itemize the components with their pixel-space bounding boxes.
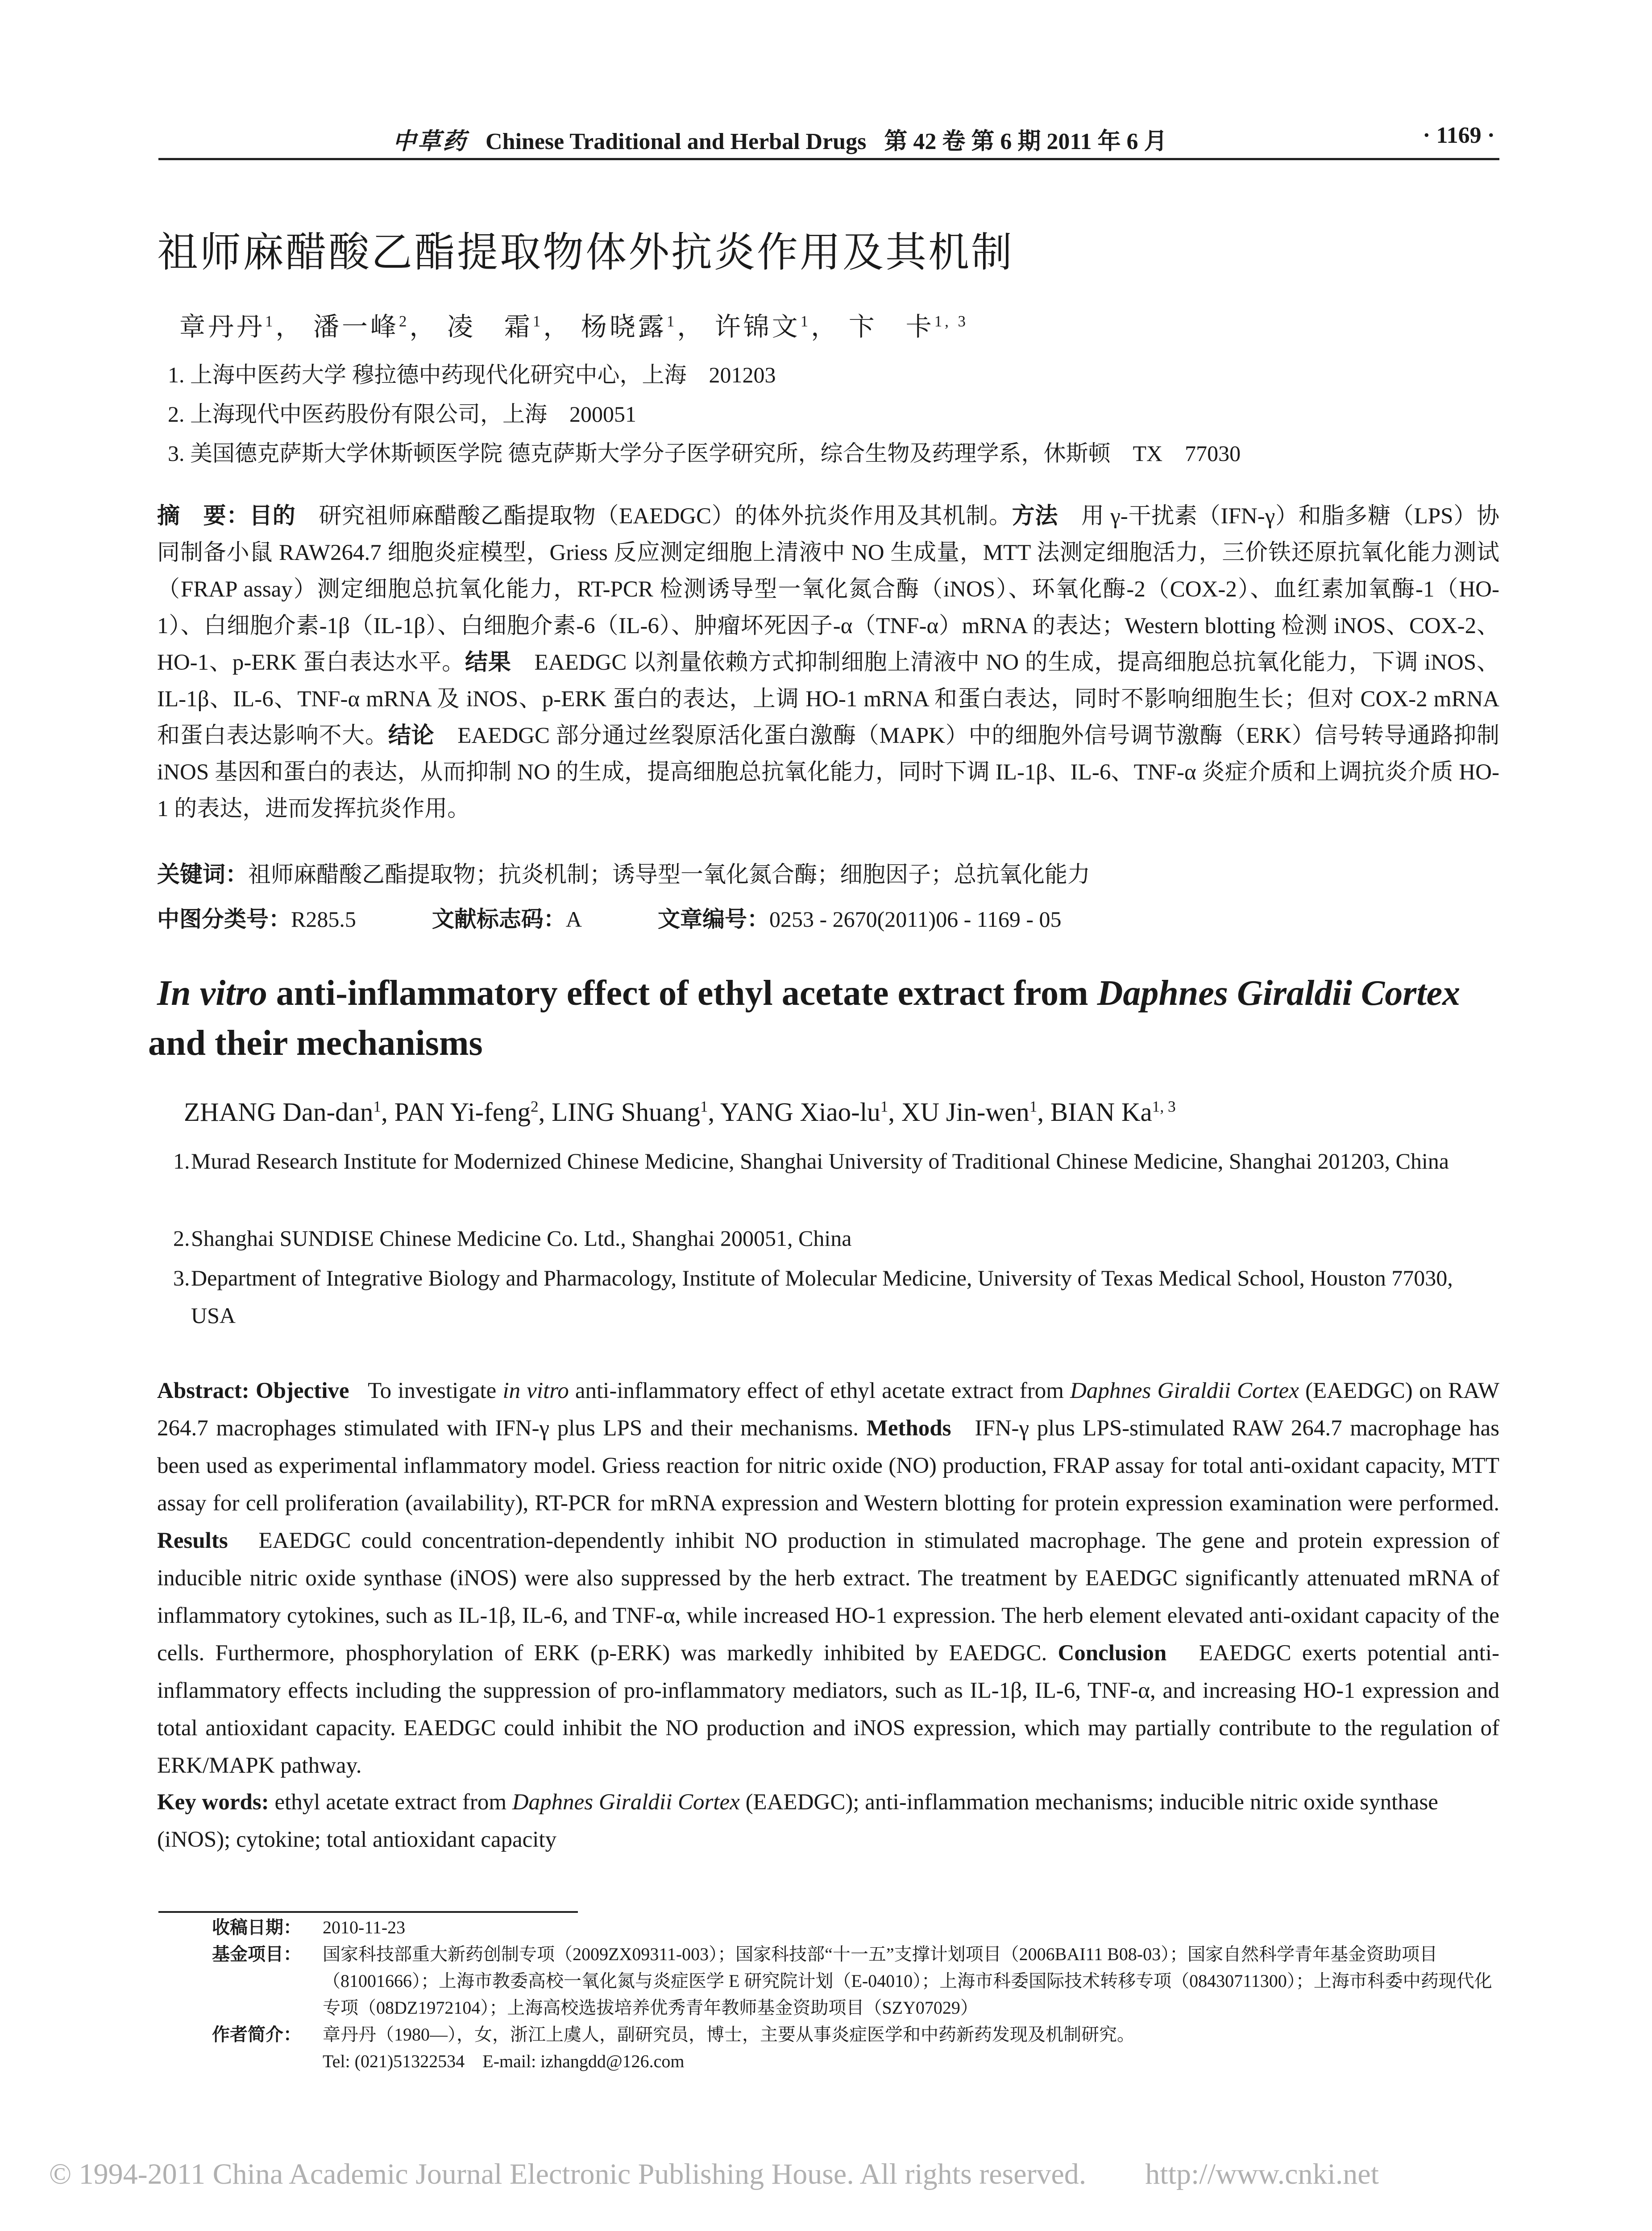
author-name: 潘一峰 bbox=[313, 312, 399, 341]
chinese-affiliation-2: 2. 上海现代中医药股份有限公司，上海 200051 bbox=[168, 402, 636, 427]
english-affiliation-1 bbox=[173, 1142, 1498, 1180]
chinese-authors: 章丹丹$^1$， 潘一峰$^2$， 凌 霜$^1$， 杨晓露$^1$， 许锦文$^1$， 卞 卡$^{1, 3}$ bbox=[179, 312, 968, 341]
affiliation-number: 2. bbox=[173, 1226, 190, 1251]
footnote-received bbox=[212, 1914, 1502, 1941]
objective-label: Objective bbox=[255, 1378, 349, 1403]
title-italic-in-vitro: In vitro bbox=[157, 974, 267, 1013]
footnote-text: 章丹丹（1980—），女，浙江上虞人，副研究员，博士，主要从事炎症医学和中药新药发现及机制研究。 bbox=[323, 2024, 1135, 2044]
keywords-label: Key words: bbox=[157, 1790, 269, 1815]
doc-code-label: 文献标志码： bbox=[432, 906, 566, 932]
footnote-label: 基金项目： bbox=[212, 1944, 301, 1965]
methods-text: IFN-γ plus LPS-stimulated RAW 264.7 macrophage has been used as experimental inflammatory model. Griess reaction for nitric oxide (NO) production, FRAP assay for total anti-oxidant capacity, MTT assay for cell proliferation (availability), RT-PCR for mRNA expression and Western blotting for protein expression examination were performed. bbox=[157, 1416, 1500, 1516]
objective-text: 研究祖师麻醋酸乙酯提取物（EAEDGC）的体外抗炎作用及其机制。 bbox=[319, 504, 1012, 529]
journal-name-cn: 中草药 bbox=[393, 129, 468, 154]
footnote-contact bbox=[212, 2048, 1502, 2075]
author-affil-mark: 2 bbox=[398, 312, 410, 330]
author-name: 凌 霜 bbox=[447, 312, 533, 341]
abstract-label: 摘 要： bbox=[157, 503, 250, 529]
footnotes bbox=[212, 1914, 1502, 2075]
affiliation-number: 3. bbox=[173, 1265, 190, 1290]
affiliation-text: Murad Research Institute for Modernized Chinese Medicine, Shanghai University of Traditional Chinese Medicine, Shanghai 201203, China bbox=[191, 1149, 1449, 1174]
author-affil-mark: 1 bbox=[800, 312, 811, 330]
results-label: 结果 bbox=[465, 649, 511, 676]
results-text: EAEDGC 以剂量依赖方式抑制细胞上清液中 NO 的生成，提高细胞总抗氧化能力，下调 iNOS、IL-1β、IL-6、TNF-α mRNA 及 iNOS、p-ERK 蛋白的表达，上调 HO-1 mRNA 和蛋白表达，同时不影响细胞生长；但对 COX-2 mRNA 和蛋白表达影响不大。 bbox=[157, 650, 1499, 748]
article-no-label: 文章编号： bbox=[657, 906, 769, 932]
author-affil-mark: 1, 3 bbox=[1152, 1097, 1176, 1116]
objective-text: To investigate bbox=[368, 1378, 503, 1403]
author-name: 许锦文 bbox=[714, 312, 801, 341]
author-affil-mark: 1 bbox=[1029, 1097, 1038, 1116]
author-name: 杨晓露 bbox=[581, 312, 667, 341]
author-affil-mark: 2 bbox=[530, 1097, 539, 1116]
author-affil-mark: 1 bbox=[666, 312, 677, 330]
keywords-text: 祖师麻醋酸乙酯提取物；抗炎机制；诱导型一氧化氮合酶；细胞因子；总抗氧化能力 bbox=[248, 863, 1091, 887]
english-affiliation-3 bbox=[173, 1259, 1498, 1334]
title-part: anti-inflammatory effect of ethyl acetate extract from bbox=[267, 974, 1097, 1013]
results-text: EAEDGC could concentration-dependently inhibit NO production in stimulated macrophage. The gene and protein expression of inducible nitric oxide synthase (iNOS) were also suppressed by the herb extract. The treatment by EAEDGC significantly attenuated mRNA of inflammatory cytokines, such as IL-1β, IL-6, and TNF-α, while increased HO-1 expression. The herb element elevated anti-oxidant capacity of the cells. Furthermore, phosphorylation of ERK (p-ERK) was markedly inhibited by EAEDGC. bbox=[157, 1528, 1499, 1666]
keywords-text: ethyl acetate extract from bbox=[269, 1790, 512, 1815]
author-affil-mark: 1, 3 bbox=[934, 312, 968, 330]
footnote-label: 收稿日期： bbox=[212, 1917, 301, 1938]
article-no-value: 0253 - 2670(2011)06 - 1169 - 05 bbox=[769, 907, 1062, 932]
methods-text: 用 γ-干扰素（IFN-γ）和脂多糖（LPS）协同制备小鼠 RAW264.7 细胞炎症模型，Griess 反应测定细胞上清液中 NO 生成量，MTT 法测定细胞活力，三价铁还原抗氧化能力测试（FRAP assay）测定细胞总抗氧化能力，RT-PCR 检测诱导型一氧化氮合酶（iNOS）、环氧化酶-2（COX-2）、血红素加氧酶-1（HO-1）、白细胞介素-1β（IL-1β）、白细胞介素-6（IL-6）、肿瘤坏死因子-α（TNF-α）mRNA 的表达；Western blotting 检测 iNOS、COX-2、HO-1、p-ERK 蛋白表达水平。 bbox=[157, 504, 1499, 675]
author-name: LING Shuang bbox=[552, 1097, 700, 1127]
footnote-funding bbox=[212, 1941, 1502, 2021]
author-name: 卞 卡 bbox=[848, 312, 934, 341]
abstract-label: Abstract: bbox=[157, 1378, 249, 1403]
english-keywords bbox=[157, 1783, 1499, 1858]
author-name: 章丹丹 bbox=[179, 312, 266, 341]
chinese-affiliation-3: 3. 美国德克萨斯大学休斯顿医学院 德克萨斯大学分子医学研究所，综合生物及药理学系，休斯顿 TX 77030 bbox=[168, 441, 1241, 466]
author-name: YANG Xiao-lu bbox=[720, 1097, 880, 1127]
doc-code-value: A bbox=[565, 907, 582, 932]
english-title bbox=[148, 968, 1505, 1068]
author-name: BIAN Ka bbox=[1050, 1097, 1152, 1127]
author-affil-mark: 1 bbox=[700, 1097, 708, 1116]
keywords-text: (EAEDGC); anti-inflammation mechanisms; inducible nitric oxide synthase (iNOS); cytokine; total antioxidant capacity bbox=[157, 1790, 1438, 1852]
journal-name bbox=[393, 122, 1167, 156]
author-name: PAN Yi-feng bbox=[394, 1097, 531, 1127]
clc-value: R285.5 bbox=[291, 907, 356, 932]
chinese-abstract bbox=[157, 498, 1499, 827]
methods-label: 方法 bbox=[1012, 503, 1058, 529]
author-name: XU Jin-wen bbox=[901, 1097, 1029, 1127]
clc-label: 中图分类号： bbox=[157, 906, 291, 932]
objective-text: anti-inflammatory effect of ethyl acetate extract from bbox=[569, 1378, 1071, 1403]
keywords-italic: Daphnes Giraldii Cortex bbox=[512, 1790, 740, 1815]
keywords-label: 关键词： bbox=[157, 862, 249, 888]
copyright-notice: © 1994-2011 China Academic Journal Electronic Publishing House. All rights reserved. http://www.cnki.net bbox=[49, 2158, 1379, 2190]
affiliation-number: 1. bbox=[173, 1149, 190, 1174]
english-authors: ZHANG Dan-dan$^1$, PAN Yi-feng$^2$, LING Shuang$^1$, YANG Xiao-$lu^1$, XU Jin-wen$^1$, BIAN Ka$^{1, 3}$ bbox=[184, 1097, 1176, 1127]
objective-text: (EAEDGC) on RAW 264.7 macrophages stimulated with IFN-γ plus LPS and their mechanisms. bbox=[157, 1378, 1500, 1441]
title-italic-species: Daphnes Giraldii Cortex bbox=[1097, 974, 1461, 1013]
author-affil-mark: 1 bbox=[880, 1097, 888, 1116]
author-affil-mark: 1 bbox=[265, 312, 276, 330]
affiliation-text: Department of Integrative Biology and Pharmacology, Institute of Molecular Medicine, University of Texas Medical School, Houston 77030, USA bbox=[191, 1265, 1453, 1328]
running-header bbox=[158, 117, 1499, 160]
conclusion-label: 结论 bbox=[388, 722, 435, 749]
english-abstract bbox=[157, 1372, 1499, 1784]
footnote-rule bbox=[158, 1911, 578, 1913]
affiliation-text: Shanghai SUNDISE Chinese Medicine Co. Ltd., Shanghai 200051, China bbox=[191, 1226, 852, 1251]
chinese-title: 祖师麻醋酸乙酯提取物体外抗炎作用及其机制 bbox=[157, 228, 1014, 276]
footnote-author-bio bbox=[212, 2021, 1502, 2048]
objective-italic: Daphnes Giraldii Cortex bbox=[1070, 1378, 1299, 1403]
conclusion-text: EAEDGC exerts potential anti-inflammatory effects including the suppression of pro-inflammatory mediators, such as IL-1β, IL-6, TNF-α, and increasing HO-1 expression and total antioxidant capacity. EAEDGC could inhibit the NO production and iNOS expression, which may partially contribute to the regulation of ERK/MAPK pathway. bbox=[157, 1641, 1499, 1778]
footnote-text: 2010-11-23 bbox=[323, 1917, 406, 1937]
footnote-text: Tel: (021)51322534 E-mail: izhangdd@126.com bbox=[323, 2051, 685, 2071]
journal-name-en: Chinese Traditional and Herbal Drugs bbox=[486, 129, 867, 154]
english-affiliation-2 bbox=[173, 1219, 1498, 1257]
footnote-text: 国家科技部重大新药创制专项（2009ZX09311-003）；国家科技部“十一五”支撑计划项目（2006BAI11 B08-03）；国家自然科学青年基金资助项目（81001666）；上海市教委高校一氧化氮与炎症医学 E 研究院计划（E-04010）；上海市科委国际技术转移专项（08430711300）；上海市科委中药现代化专项（08DZ1972104）；上海高校选拔培养优秀青年教师基金资助项目（SZY07029） bbox=[323, 1944, 1492, 2018]
classification-line bbox=[157, 901, 1062, 933]
footnote-label: 作者简介： bbox=[212, 2024, 301, 2045]
chinese-affiliation-1: 1. 上海中医药大学 穆拉德中药现代化研究中心，上海 201203 bbox=[168, 362, 776, 387]
results-label: Results bbox=[157, 1528, 228, 1553]
objective-italic: in vitro bbox=[502, 1378, 569, 1403]
author-affil-mark: 1 bbox=[532, 312, 544, 330]
objective-label: 目的 bbox=[249, 503, 296, 529]
methods-label: Methods bbox=[866, 1416, 951, 1441]
title-part: and their mechanisms bbox=[148, 1024, 483, 1063]
page-number: · 1169 · bbox=[1423, 123, 1495, 148]
conclusion-label: Conclusion bbox=[1058, 1641, 1167, 1666]
conclusion-text: EAEDGC 部分通过丝裂原活化蛋白激酶（MAPK）中的细胞外信号调节激酶（ERK）信号转导通路抑制 iNOS 基因和蛋白的表达，从而抑制 NO 的生成，提高细胞总抗氧化能力，同时下调 IL-1β、IL-6、TNF-α 炎症介质和上调抗炎介质 HO-1 的表达，进而发挥抗炎作用。 bbox=[157, 723, 1499, 821]
author-name: ZHANG Dan-dan bbox=[184, 1097, 374, 1127]
author-affil-mark: 1 bbox=[373, 1097, 382, 1116]
chinese-keywords bbox=[157, 857, 1499, 893]
issue-info: 第 42 卷 第 6 期 2011 年 6 月 bbox=[884, 129, 1167, 154]
